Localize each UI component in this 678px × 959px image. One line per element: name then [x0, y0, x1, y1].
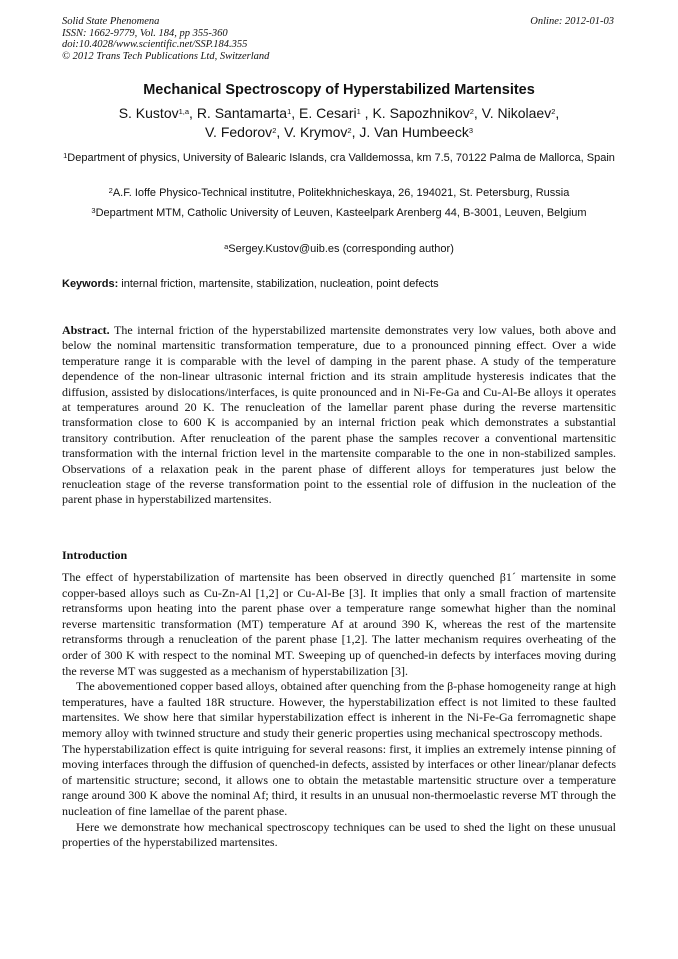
affiliation-3 — [62, 205, 616, 221]
introduction-body — [62, 570, 616, 851]
journal-doi: doi:10.4028/www.scientific.net/SSP.184.355 — [62, 39, 248, 51]
journal-issn: ISSN: 1662-9779, Vol. 184, pp 355-360 — [62, 27, 228, 39]
keywords-label: Keywords: — [62, 278, 119, 290]
author: V. Fedorov — [204, 124, 273, 140]
author: , V. Nikolaev — [473, 105, 552, 121]
affiliation-2 — [62, 185, 616, 201]
paragraph: The hyperstabilization effect is quite intriguing for several reasons: first, it implies an extremely intense pinning of moving interfaces through the diffusion of quenched-in defects, assisted by interfaces or other linear/planar defects of martensitic structure; second, it allows one to obtain the metastable martensitic structure over a temperature range around 300 K above the nominal Af; third, it results in an unusual non-thermoelastic reverse MT through the nucleation of fine lamellae of the parent phase. — [62, 741, 616, 818]
author: , E. Cesari — [291, 105, 357, 121]
email-sup: a — [224, 242, 229, 251]
paper-title: Mechanical Spectroscopy of Hyperstabilized Martensites — [143, 82, 535, 98]
author-sup: 1 — [287, 107, 292, 116]
author: S. Kustov — [118, 105, 179, 121]
author: , J. Van Humbeeck — [351, 124, 469, 140]
author: , K. Sapozhnikov — [360, 105, 470, 121]
author-sup: 2 — [347, 126, 352, 135]
paragraph: The effect of hyperstabilization of martensite has been observed in directly quenched β1´ martensite in some copper-based alloys such as Cu-Zn-Al [1,2] or Cu-Al-Be [3]. It implies that only a small fraction of martensite retransforms upon heating into the parent phase over a temperature range somewhat higher than the nominal reverse martensitic transformation (MT) temperature Af at around 390 K, whereas the rest of the martensite retransforms through a renucleation of the parent phase [1,2]. The latter mechanism requires overheating of the order of 300 K with respect to the nominal MT. Sweeping up of quenched-in defects by interfaces moving during the reverse MT was suggested as a mechanism of hyperstabilization [3]. — [62, 570, 616, 678]
author-sup: 1 — [356, 107, 361, 116]
affiliation-sup: 3 — [91, 206, 96, 215]
section-heading: Introduction — [62, 548, 128, 562]
affiliation-text: Department of physics, University of Balearic Islands, cra Valldemossa, km 7.5, 70122 Palma de Mallorca, Spain — [67, 152, 615, 164]
author-list — [62, 104, 616, 142]
author-sup: 2 — [272, 126, 277, 135]
abstract-text: The internal friction of the hyperstabilized martensite demonstrates very low values, both above and below the nominal martensitic transformation temperature, due to a pronounced pinning effect. Over a wide temperature range it is comparable with the level of damping in the parent phase. A study of the temperature dependence of the non-linear ultrasonic internal friction and its strain amplitude hysteresis indicates that the diffusion, assisted by dislocations/interfaces, is quite pronounced and in Ni-Fe-Ga and Cu-Al-Be alloys it operates at temperatures around 20 K. The renucleation of the lamellar parent phase during the reverse martensitic transformation close to 600 K is accompanied by an internal friction peak which demonstrates a substantial transitory contribution. After renucleation of the parent phase the samples recover a conventional martensitic transformation with the internal friction level in the martensite comparable to the one in non-stabilized samples. Observations of a relaxation peak in the parent phase of different alloys for temperatures just below the renucleation stage of the reverse transformation point to the essential role of diffusion in the nucleation of the parent phase in hyperstabilized martensites. — [62, 323, 616, 507]
author: , V. Krymov — [276, 124, 348, 140]
author-sup: 2 — [551, 107, 556, 116]
paragraph: The abovementioned copper based alloys, obtained after quenching from the β-phase homogeneity range at high temperatures, have a faulted 18R structure. However, the hyperstabilization effect is not limited to these faulted martensites. We show here that similar hyperstabilization effect is inherent in the Ni-Fe-Ga ferromagnetic shape memory alloy with twinned structure and study their generic properties using mechanical spectroscopy methods. — [62, 679, 616, 740]
online-date: Online: 2012-01-03 — [530, 16, 614, 27]
paragraph: Here we demonstrate how mechanical spectroscopy techniques can be used to shed the light on these unusual properties of the hyperstabilized martensites. — [62, 819, 616, 850]
affiliation-1 — [62, 150, 616, 166]
journal-name: Solid State Phenomena — [62, 16, 160, 27]
corresponding-email — [62, 241, 616, 257]
affiliation-text: Department MTM, Catholic University of Leuven, Kasteelpark Arenberg 44, B-3001, Leuven, Belgium — [95, 207, 587, 219]
author-sep: , — [555, 105, 560, 121]
keywords-text: internal friction, martensite, stabilization, nucleation, point defects — [118, 278, 439, 290]
author-sup: 3 — [468, 126, 474, 135]
abstract-label: Abstract. — [62, 323, 110, 337]
email-text: Sergey.Kustov@uib.es (corresponding author) — [228, 243, 454, 255]
abstract — [62, 323, 616, 508]
journal-header — [62, 16, 269, 62]
author: , R. Santamarta — [189, 105, 288, 121]
author-sup: 2 — [469, 107, 474, 116]
author-sup: 1,a — [178, 107, 190, 116]
journal-copyright: © 2012 Trans Tech Publications Ltd, Switzerland — [62, 50, 270, 62]
keywords — [62, 276, 616, 292]
affiliation-sup: 1 — [63, 151, 68, 160]
affiliation-sup: 2 — [108, 186, 113, 195]
affiliation-text: A.F. Ioffe Physico-Technical institutre, Politekhnicheskaya, 26, 194021, St. Petersburg, Russia — [112, 187, 570, 199]
